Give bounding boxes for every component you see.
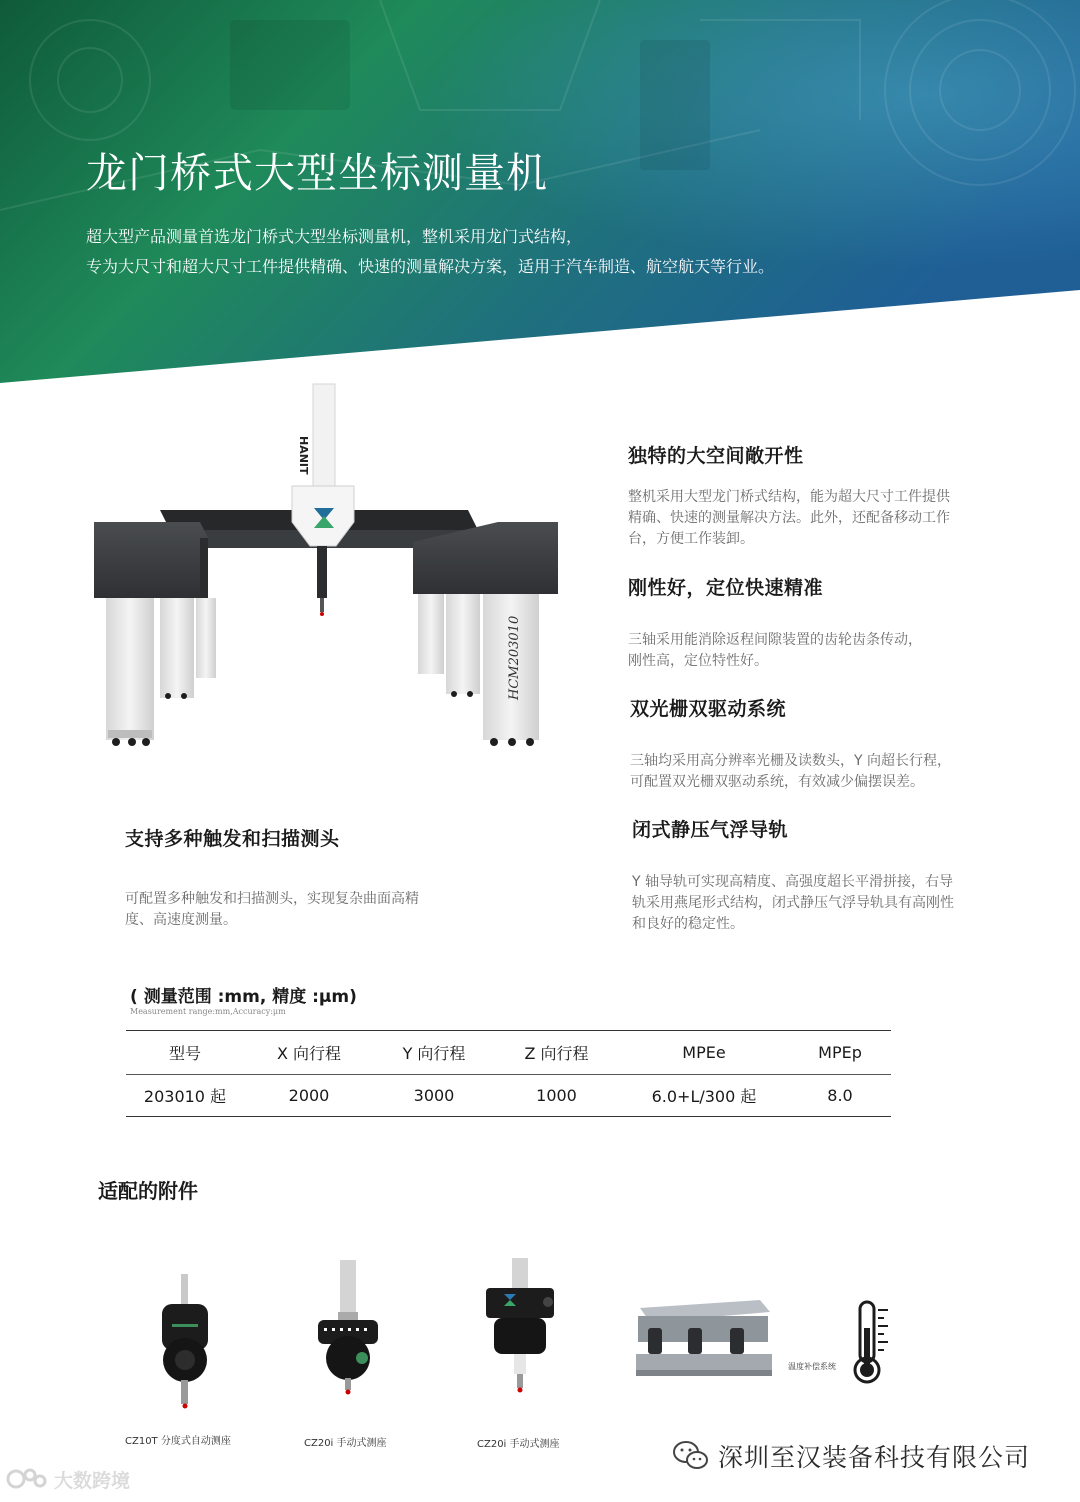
cz20i-manual-probe-image [480, 1256, 560, 1406]
feature-line: 度、高速度测量。 [125, 912, 237, 928]
machine-model-label: HCM203010 [507, 615, 522, 700]
accessory-caption: CZ20i 手动式测座 [477, 1439, 560, 1450]
table-row [126, 1075, 891, 1117]
table-cell: 6.0+L/300 起 [619, 1075, 789, 1117]
gantry-cmm-machine-image [88, 380, 568, 760]
feature-line: 和良好的稳定性。 [632, 916, 744, 932]
feature-title: 刚性好，定位快速精准 [628, 577, 824, 599]
feature-line: 精确、快速的测量解决方法。此外，还配备移动工作 [628, 510, 950, 526]
feature-line: 刚性高，定位特性好。 [628, 653, 768, 669]
feature-description [628, 487, 998, 550]
hero-banner [0, 0, 1080, 385]
feature-line: 整机采用大型龙门桥式结构，能为超大尺寸工件提供 [628, 489, 950, 505]
column-header: MPEp [789, 1031, 891, 1075]
cz20i-probe-head-image [308, 1256, 388, 1406]
feature-line: 三轴均采用高分辨率光栅及读数头，Y 向超长行程， [630, 753, 952, 769]
table-cell: 2000 [244, 1075, 374, 1117]
column-header: X 向行程 [244, 1031, 374, 1075]
table-cell: 8.0 [789, 1075, 891, 1117]
wechat-icon [672, 1440, 710, 1472]
feature-description [628, 630, 998, 672]
feature-dual-grating [630, 694, 1000, 793]
column-header: MPEe [619, 1031, 789, 1075]
hero-description-line: 专为大尺寸和超大尺寸工件提供精确、快速的测量解决方案，适用于汽车制造、航空航天等行业。 [86, 257, 775, 276]
feature-title: 闭式静压气浮导轨 [632, 819, 789, 841]
cz10t-probe-head-image [150, 1270, 220, 1420]
page-title: 龙门桥式大型坐标测量机 [86, 149, 548, 197]
table-cell: 1000 [494, 1075, 619, 1117]
feature-air-bearing [632, 815, 992, 935]
hero-description [86, 222, 986, 282]
spec-heading: ( 测量范围 :mm, 精度 :μm) [130, 987, 357, 1007]
feature-rigidity [628, 573, 998, 672]
company-name: 深圳至汉装备科技有限公司 [718, 1443, 1031, 1472]
feature-description [125, 889, 465, 931]
spec-table [126, 1030, 891, 1117]
accessory-caption: CZ20i 手动式测座 [304, 1438, 387, 1449]
watermark [6, 1464, 130, 1494]
accessory-caption: CZ10T 分度式自动测座 [125, 1436, 231, 1447]
accessories-title: 适配的附件 [98, 1179, 198, 1203]
feature-title: 双光栅双驱动系统 [630, 698, 787, 720]
column-header: Z 向行程 [494, 1031, 619, 1075]
company-signature [672, 1436, 1030, 1476]
table-cell: 203010 起 [126, 1075, 244, 1117]
feature-title: 支持多种触发和扫描测头 [125, 828, 340, 850]
feature-open-space [628, 441, 998, 550]
accessory-caption: 温度补偿系统 [788, 1362, 836, 1371]
feature-description [632, 872, 992, 935]
hero-description-line: 超大型产品测量首选龙门桥式大型坐标测量机，整机采用龙门式结构， [86, 227, 583, 246]
feature-line: 可配置多种触发和扫描测头，实现复杂曲面高精 [125, 891, 419, 907]
feature-line: 可配置双光栅双驱动系统，有效减少偏摆误差。 [630, 774, 924, 790]
thermometer-icon [850, 1298, 894, 1388]
feature-line: 轨采用燕尾形式结构，闭式静压气浮导轨具有高刚性 [632, 895, 954, 911]
column-header: Y 向行程 [374, 1031, 494, 1075]
feature-line: 台，方便工作装卸。 [628, 531, 754, 547]
feature-title: 独特的大空间敞开性 [628, 445, 804, 467]
watermark-logo-icon [6, 1464, 50, 1494]
table-header-row [126, 1031, 891, 1075]
machine-brand-label: HANIT [297, 436, 310, 475]
feature-line: Y 轴导轨可实现高精度、高强度超长平滑拼接，右导 [632, 874, 954, 890]
feature-description [630, 751, 1000, 793]
watermark-text: 大数跨境 [54, 1469, 131, 1492]
table-cell: 3000 [374, 1075, 494, 1117]
feature-probes [125, 824, 465, 931]
spec-subheading: Measurement range:mm,Accuracy:μm [130, 1007, 286, 1016]
column-header: 型号 [126, 1031, 244, 1075]
vibration-isolation-platform-image [630, 1292, 775, 1382]
feature-line: 三轴采用能消除返程间隙装置的齿轮齿条传动， [628, 632, 922, 648]
